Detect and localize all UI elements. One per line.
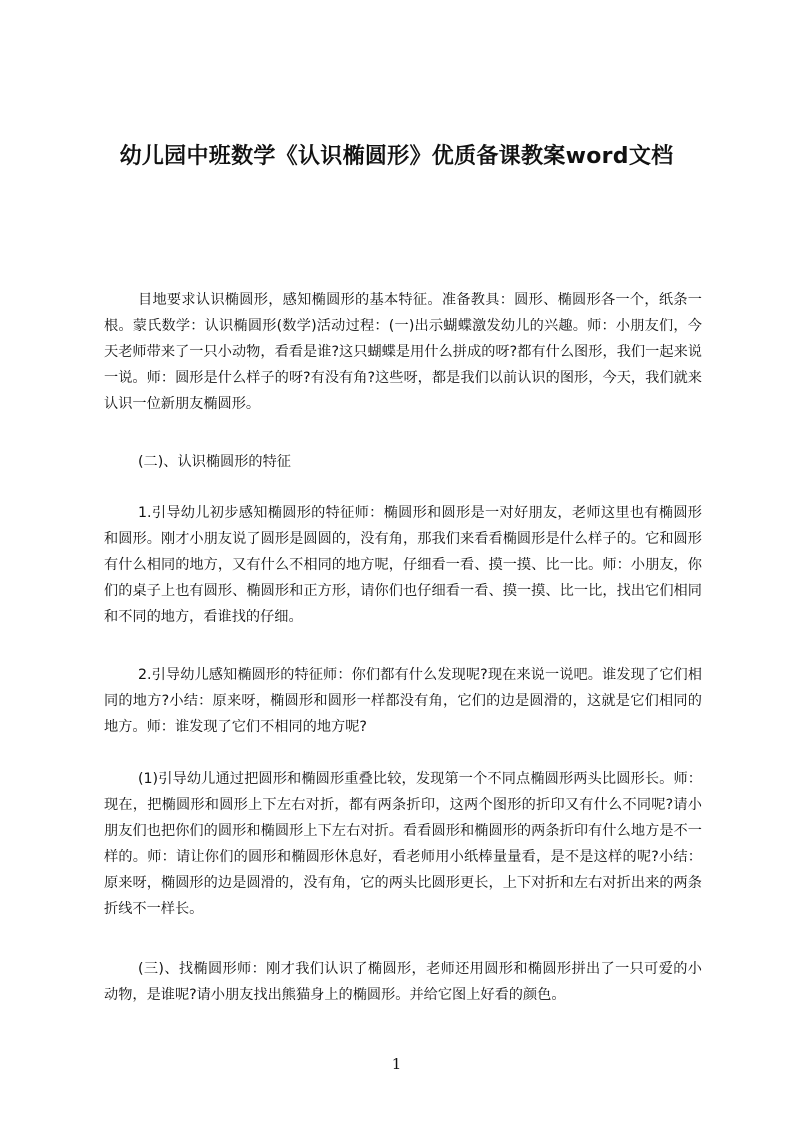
document-title: 幼儿园中班数学《认识椭圆形》优质备课教案word文档 xyxy=(119,144,674,169)
paragraph-section-two-heading: (二)、认识椭圆形的特征 xyxy=(138,454,291,470)
paragraph-section-three: (三)、找椭圆形师：刚才我们认识了椭圆形，老师还用圆形和椭圆形拼出了一只可爱的小动物，是谁呢?请小朋友找出熊猫身上的椭圆形。并给它图上好看的颜色。 xyxy=(104,961,702,1003)
paragraph-step-two-sub-one: (1)引导幼儿通过把圆形和椭圆形重叠比较，发现第一个不同点椭圆形两头比圆形长。师：现在，把椭圆形和圆形上下左右对折，都有两条折印，这两个图形的折印又有什么不同呢?请小朋友们也把你们的圆形和椭圆形上下左右对折。看看圆形和椭圆形的两条折印有什么地方是不一样的。师：请让你们的圆形和椭圆形休息好，看老师用小纸棒量量看，是不是这样的呢?小结：原来呀，椭圆形的边是圆滑的，没有角，它的两头比圆形更长，上下对折和左右对折出来的两条折线不一样长。 xyxy=(104,771,702,917)
paragraph-objectives: 目地要求认识椭圆形，感知椭圆形的基本特征。准备教具：圆形、椭圆形各一个，纸条一根。蒙氏数学：认识椭圆形(数学)活动过程：(一)出示蝴蝶激发幼儿的兴趣。师：小朋友们，今天老师带来了一只小动物，看看是谁?这只蝴蝶是用什么拼成的呀?都有什么图形，我们一起来说一说。师：圆形是什么样子的呀?有没有角?这些呀，都是我们以前认识的图形，今天，我们就来认识一位新朋友椭圆形。 xyxy=(104,292,702,412)
paragraph-step-two: 2.引导幼儿感知椭圆形的特征师：你们都有什么发现呢?现在来说一说吧。谁发现了它们相同的地方?小结：原来呀，椭圆形和圆形一样都没有角，它们的边是圆滑的，这就是它们相同的地方。师：谁发现了它们不相同的地方呢? xyxy=(104,667,702,735)
page-number: 1 xyxy=(391,1055,402,1073)
paragraph-step-one: 1.引导幼儿初步感知椭圆形的特征师：椭圆形和圆形是一对好朋友，老师这里也有椭圆形和圆形。刚才小朋友说了圆形是圆圆的，没有角，那我们来看看椭圆形是什么样子的。它和圆形有什么相同的地方，又有什么不相同的地方呢，仔细看一看、摸一摸、比一比。师：小朋友，你们的桌子上也有圆形、椭圆形和正方形，请你们也仔细看一看、摸一摸、比一比，找出它们相同和不同的地方，看谁找的仔细。 xyxy=(104,505,702,625)
